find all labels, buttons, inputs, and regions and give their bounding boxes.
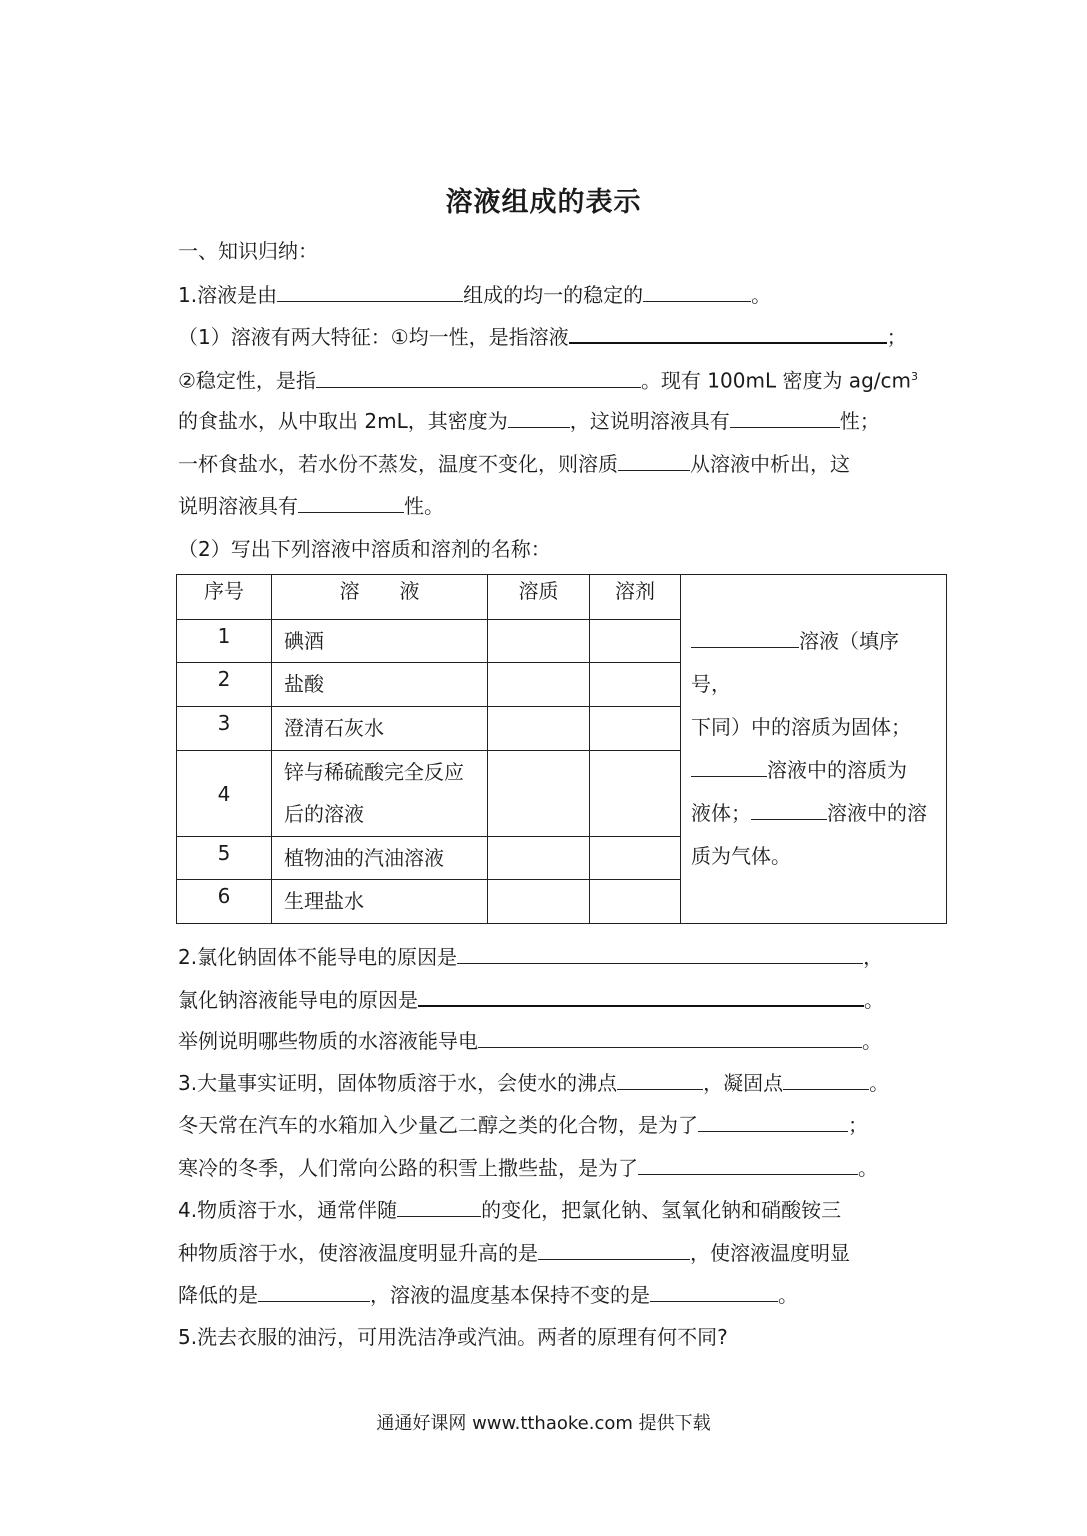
q1-l6-text-a: 说明溶液具有: [178, 494, 298, 518]
side-note: [681, 575, 947, 924]
side-text-a: 溶液（填序号，: [691, 629, 899, 696]
q4-l2-text-b: ，使溶液温度明显: [690, 1241, 850, 1265]
row-no: 3: [177, 707, 272, 751]
solution-table: [176, 574, 947, 924]
q1-line6: [178, 490, 444, 521]
row-solution: 盐酸: [272, 663, 488, 707]
q4-l3-text-c: 。: [778, 1283, 798, 1307]
row-solution: 澄清石灰水: [272, 707, 488, 751]
header-solute: 溶质: [488, 575, 590, 620]
q3-line2: [178, 1109, 868, 1140]
q1-l2-text-b: ；: [886, 325, 907, 349]
row-solute-cell[interactable]: [488, 663, 590, 707]
q2-l3-text-a: 举例说明哪些物质的水溶液能导电: [178, 1029, 478, 1053]
blank-q3-2[interactable]: [783, 1067, 869, 1090]
row-solvent-cell[interactable]: [590, 620, 681, 663]
q4-l3-text-a: 降低的是: [178, 1283, 258, 1307]
row-solute-cell[interactable]: [488, 707, 590, 751]
page-title: 溶液组成的表示: [445, 187, 642, 218]
q2-line3: [178, 1025, 882, 1056]
row-solution: 碘酒: [272, 620, 488, 663]
blank-5[interactable]: [508, 405, 570, 428]
q2-l3-text-b: 。: [862, 1029, 882, 1053]
blank-side-3[interactable]: [751, 797, 827, 820]
header-no: 序号: [177, 575, 272, 620]
row-solvent-cell[interactable]: [590, 880, 681, 924]
header-solvent: 溶剂: [590, 575, 681, 620]
blank-8[interactable]: [298, 490, 404, 513]
row-solvent-cell[interactable]: [590, 663, 681, 707]
row-solution: 锌与稀硫酸完全反应后的溶液: [272, 751, 488, 837]
superscript-3: 3: [910, 370, 918, 383]
row-solution: 生理盐水: [272, 880, 488, 924]
q1-l5-text-b: 从溶液中析出，这: [690, 452, 850, 476]
blank-side-2[interactable]: [691, 754, 767, 777]
q2-line2: [178, 983, 884, 1015]
table-header-row: [177, 575, 947, 620]
q1-l4-text-c: 性；: [839, 409, 880, 433]
row-solute-cell[interactable]: [488, 620, 590, 663]
row-solute-cell[interactable]: [488, 837, 590, 880]
q4-l1-text-a: 4.物质溶于水，通常伴随: [178, 1198, 398, 1222]
q3-l3-text-a: 寒冷的冬季，人们常向公路的积雪上撒些盐，是为了: [178, 1156, 638, 1180]
row-solution: 植物油的汽油溶液: [272, 837, 488, 880]
q3-l1-text-c: 。: [869, 1071, 890, 1095]
blank-2[interactable]: [643, 279, 751, 302]
q4-line2: [178, 1237, 850, 1268]
side-text-e: 溶液中的溶: [827, 801, 927, 825]
blank-q4-3[interactable]: [258, 1279, 370, 1302]
blank-q3-4[interactable]: [638, 1152, 858, 1175]
q2-l2-text-b: 。: [864, 988, 884, 1012]
q1-text-a: 1.溶液是由: [178, 283, 278, 307]
q2-line1: [178, 941, 883, 972]
row-solute-cell[interactable]: [488, 751, 590, 837]
blank-q3-3[interactable]: [698, 1109, 848, 1132]
blank-6[interactable]: [730, 405, 840, 428]
q2-l2-text-a: 氯化钠溶液能导电的原因是: [178, 988, 418, 1012]
blank-q3-1[interactable]: [617, 1067, 703, 1090]
row-solvent-cell[interactable]: [590, 751, 681, 837]
section-heading: 一、知识归纳：: [178, 239, 318, 263]
blank-4[interactable]: [316, 365, 641, 388]
q1-l4-text-b: ，这说明溶液具有: [569, 409, 730, 433]
q1-line2: [178, 320, 907, 352]
q3-l1-text-b: ，凝固点: [703, 1071, 784, 1095]
q2-l1-text-a: 2.氯化钠固体不能导电的原因是: [178, 945, 458, 969]
q1-l5-text-a: 一杯食盐水，若水份不蒸发，温度不变化，则溶质: [178, 452, 618, 476]
q1-text-c: 。: [751, 283, 772, 307]
q1-line7: （2）写出下列溶液中溶质和溶剂的名称：: [178, 537, 551, 561]
row-no: 4: [177, 751, 272, 837]
q3-l2-text-a: 冬天常在汽车的水箱加入少量乙二醇之类的化合物，是为了: [178, 1113, 698, 1137]
side-text-d: 液体；: [691, 801, 751, 825]
blank-q2-1[interactable]: [457, 941, 863, 964]
q4-l3-text-b: ，溶液的温度基本保持不变的是: [370, 1283, 650, 1307]
q4-line3: [178, 1279, 798, 1310]
q1-l3-text-b: 。现有 100mL 密度为 ag/cm: [640, 368, 911, 393]
q3-l2-text-b: ；: [848, 1113, 868, 1137]
side-text-c: 溶液中的溶质为: [767, 758, 907, 782]
blank-q4-1[interactable]: [397, 1194, 481, 1217]
q1-line5: [178, 448, 850, 479]
q3-line1: [178, 1067, 889, 1098]
q5-line: 5.洗去衣服的油污，可用洗洁净或汽油。两者的原理有何不同?: [178, 1325, 728, 1349]
blank-q2-2[interactable]: [418, 983, 864, 1007]
q1-l6-text-b: 性。: [404, 494, 444, 518]
q3-l3-text-b: 。: [858, 1156, 878, 1180]
q1-l4-text-a: 的食盐水，从中取出 2mL，其密度为: [178, 409, 508, 433]
q1-line1: [178, 279, 771, 310]
blank-3[interactable]: [569, 320, 887, 344]
q4-l2-text-a: 种物质溶于水，使溶液温度明显升高的是: [178, 1241, 538, 1265]
row-solute-cell[interactable]: [488, 880, 590, 924]
q1-l3-text-a: ②稳定性，是指: [178, 368, 316, 393]
row-no: 6: [177, 880, 272, 924]
q1-line4: [178, 405, 880, 436]
row-no: 5: [177, 837, 272, 880]
row-no: 1: [177, 620, 272, 663]
q4-line1: [178, 1194, 841, 1225]
q3-l1-text-a: 3.大量事实证明，固体物质溶于水，会使水的沸点: [178, 1071, 618, 1095]
blank-q2-3[interactable]: [478, 1025, 862, 1048]
blank-1[interactable]: [277, 279, 463, 302]
q1-text-b: 组成的均一的稳定的: [463, 283, 644, 307]
q1-line3: [178, 362, 918, 396]
row-solvent-cell[interactable]: [590, 707, 681, 751]
footer-credit: 通通好课网 www.tthaoke.com 提供下载: [376, 1413, 711, 1434]
side-text-f: 质为气体。: [691, 844, 791, 868]
row-no: 2: [177, 663, 272, 707]
blank-q4-4[interactable]: [650, 1279, 778, 1302]
q4-l1-text-b: 的变化，把氯化钠、氢氧化钠和硝酸铵三: [481, 1198, 842, 1222]
side-text-b: 下同）中的溶质为固体；: [691, 715, 911, 739]
q3-line3: [178, 1152, 878, 1183]
blank-7[interactable]: [618, 448, 690, 471]
blank-q4-2[interactable]: [538, 1237, 690, 1260]
blank-side-1[interactable]: [691, 625, 799, 648]
q2-l1-text-b: ，: [863, 945, 884, 969]
row-solvent-cell[interactable]: [590, 837, 681, 880]
header-solution: 溶 液: [272, 575, 488, 620]
q1-l2-text-a: （1）溶液有两大特征：①均一性，是指溶液: [178, 325, 569, 349]
